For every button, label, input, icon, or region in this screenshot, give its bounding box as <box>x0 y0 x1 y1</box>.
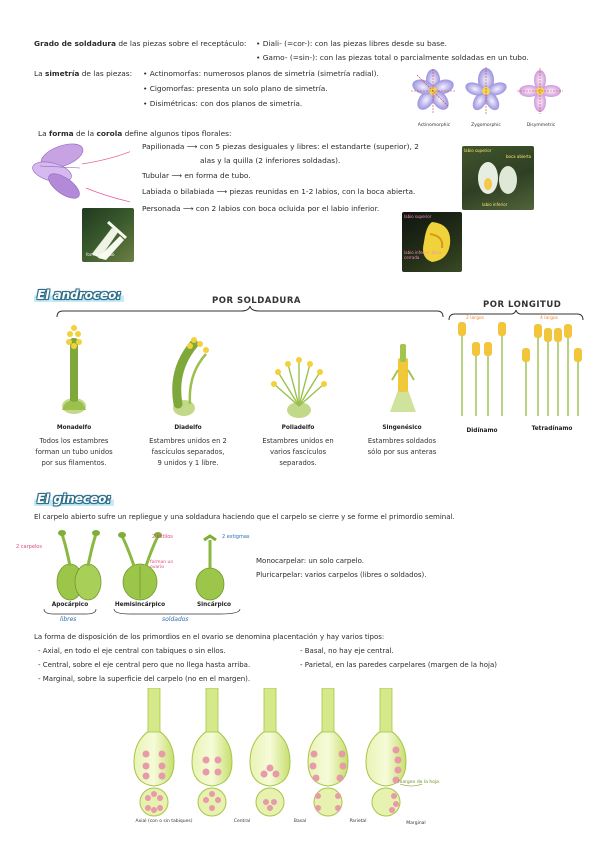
labio-inf2-label: labio inferior, boca cerrada <box>404 250 442 260</box>
poliadelfo-illustration <box>266 352 332 420</box>
tetradinamo-label: Tetradínamo <box>531 426 573 432</box>
monadelfo-label: Monadelfo <box>56 425 92 431</box>
sincarpico-label: Sincárpico <box>196 602 232 608</box>
sincarpico-drawing <box>196 536 224 600</box>
sym-label-zygo: Zygomorphic <box>471 123 501 128</box>
plac-label-central: Central <box>233 819 251 824</box>
personada-photo <box>402 212 462 272</box>
didinamo-top-label: 2 largos <box>466 316 485 321</box>
ann-2carpelos: 2 carpelos <box>16 544 42 550</box>
monadelfo-caption-3: por sus filamentos. <box>41 459 107 467</box>
singenesico-caption <box>352 436 452 458</box>
forma-tubo-label: forma de tubo <box>86 252 115 257</box>
papilionada-text: Papilionada ⟶ con 5 piezas desiguales y libres: el estandarte (superior), 2 <box>142 142 419 151</box>
gamo-text: • Gamo- (=sin-): con las piezas total o parcialmente soldadas en un tubo. <box>256 53 529 62</box>
corola-pre: La <box>38 129 49 138</box>
central-ovary <box>192 688 232 816</box>
singenesico-label: Singenésico <box>382 425 422 431</box>
symmetry-diagram <box>408 64 568 126</box>
gineceo-intro: El carpelo abierto sufre un repliegue y una soldadura haciendo que el carpelo se cierre y se forme el primordio seminal. <box>34 513 455 521</box>
plac-label-basal: Basal <box>293 819 307 824</box>
plac-label-axial: Axial (con o sin tabiques) <box>135 819 193 824</box>
soldados-label: soldados <box>162 616 189 623</box>
poliadelfo-caption-3: separados. <box>279 459 317 467</box>
marginal-ovary <box>366 688 422 816</box>
papilionada-text-2: alas y la quilla (2 inferiores soldadas). <box>200 156 341 165</box>
soldadura-rest: de las piezas sobre el receptáculo: <box>116 39 247 48</box>
disymmetric-flower <box>517 68 563 114</box>
monadelfo-caption <box>24 436 124 469</box>
axial-text: - Axial, en todo el eje central con tabiques o sin ellos. <box>38 647 226 655</box>
papilionada-illustration <box>30 138 130 208</box>
disi-text: • Disimétricas: con dos planos de simetría. <box>143 99 303 108</box>
corola-word: corola <box>96 129 123 138</box>
central-text: - Central, sobre el eje central pero que no llega hasta arriba. <box>38 661 251 669</box>
didinamo-label: Didínamo <box>466 428 498 434</box>
diadelfo-label: Diadelfo <box>174 425 202 431</box>
monadelfo-illustration <box>44 318 104 418</box>
pluricarpelar-text: Pluricarpelar: varios carpelos (libres o soldados). <box>256 571 427 579</box>
singenesico-caption-2: sólo por sus anteras <box>367 448 437 456</box>
poliadelfo-label: Poliadelfo <box>281 425 315 431</box>
gineceo-types-illustration <box>44 526 234 604</box>
diadelfo-illustration <box>160 330 220 420</box>
monocarpelar-text: Monocarpelar: un solo carpelo. <box>256 557 364 565</box>
actino-text: • Actinomorfas: numerosos planos de simetría (simetría radial). <box>143 69 379 78</box>
por-soldadura-header: POR SOLDADURA <box>212 296 301 306</box>
labiada-text: Labiada o bilabiada ⟶ piezas reunidas en 1-2 labios, con la boca abierta. <box>142 187 416 196</box>
poliadelfo-caption-1: Estambres unidos en <box>262 437 334 445</box>
didinamo-illustration <box>452 318 514 418</box>
ann-2estilos: 2 estilos <box>152 534 173 540</box>
tubular-photo <box>82 208 134 262</box>
poliadelfo-caption <box>248 436 348 469</box>
ann-2estigmas: 2 estigmas <box>222 534 250 540</box>
sym-label-disy: Disymmetric <box>526 123 556 128</box>
plac-label-marginal: Marginal <box>406 821 426 826</box>
androceo-title: El androceo: <box>34 288 124 302</box>
tetradinamo-top-label: 4 largos <box>540 316 559 321</box>
basal-text: - Basal, no hay eje central. <box>300 647 394 655</box>
apocarpico-drawing <box>57 530 101 600</box>
diadelfo-caption-2: fascículos separados, <box>151 448 225 456</box>
soldadura-label: Grado de soldadura <box>34 39 116 48</box>
parietal-text: - Parietal, en las paredes carpelares (margen de la hoja) <box>300 661 497 669</box>
marginal-text: - Marginal, sobre la superficie del carpelo (no en el margen). <box>38 675 251 683</box>
cigo-text: • Cigomorfas: presenta un solo plano de simetría. <box>143 84 328 93</box>
diadelfo-caption-3: 9 unidos y 1 libre. <box>157 459 219 467</box>
simetria-label: simetría <box>45 69 80 78</box>
boca-abierta-label: boca abierta <box>506 154 532 159</box>
axial-ovary <box>134 688 174 816</box>
sym-label-actino: Actinomorphic <box>417 123 451 128</box>
monadelfo-caption-2: forman un tubo unidos <box>35 448 113 456</box>
singenesico-caption-1: Estambres soldados <box>367 437 437 445</box>
singenesico-illustration <box>378 340 428 420</box>
labio-sup2-label: labio superior <box>404 214 432 219</box>
diadelfo-caption <box>136 436 240 469</box>
simetria-rest: de las piezas: <box>79 69 133 78</box>
corola-rest: define algunos tipos florales: <box>122 129 232 138</box>
placentation-illustration <box>124 688 444 818</box>
parietal-ovary <box>308 688 348 816</box>
placentacion-text: La forma de disposición de los primordios en el ovario se denomina placentación y hay varios tipos: <box>34 633 385 641</box>
plac-label-parietal: Parietal <box>349 819 367 824</box>
labiada-photo <box>462 146 534 210</box>
simetria-pre: La <box>34 69 45 78</box>
corola-mid: de la <box>73 129 97 138</box>
corola-forma: forma <box>49 129 74 138</box>
basal-ovary <box>250 688 290 816</box>
personada-text: Personada ⟶ con 2 labios con boca ocluida por el labio inferior. <box>142 204 380 213</box>
hemisincarpico-label: Hemisincárpico <box>114 602 166 608</box>
gineceo-title: El gineceo: <box>34 492 114 506</box>
libres-label: libres <box>60 616 77 623</box>
soldadura-brace <box>55 305 445 321</box>
diadelfo-caption-1: Estambres unidos en 2 <box>149 437 227 445</box>
por-longitud-header: POR LONGITUD <box>483 300 562 310</box>
labio-inf-label: labio inferior <box>482 202 508 207</box>
actinomorphic-flower <box>410 69 455 113</box>
margen-hoja-label: margen de la hoja <box>398 780 439 785</box>
tetradinamo-illustration <box>518 318 586 418</box>
monadelfo-caption-1: Todos los estambres <box>39 437 109 445</box>
diali-text: • Diali- (=cor-): con las piezas libres desde su base. <box>256 39 447 48</box>
simetria-line <box>34 68 132 79</box>
soldadura-line <box>34 38 246 49</box>
tubular-text: Tubular ⟶ en forma de tubo. <box>142 171 251 180</box>
zygomorphic-flower <box>464 67 509 115</box>
ann-forman: forman un ovario <box>150 560 174 570</box>
poliadelfo-caption-2: varios fascículos <box>269 448 327 456</box>
apocarpico-label: Apocárpico <box>51 602 89 608</box>
labio-sup-label: labio superior <box>464 148 492 153</box>
